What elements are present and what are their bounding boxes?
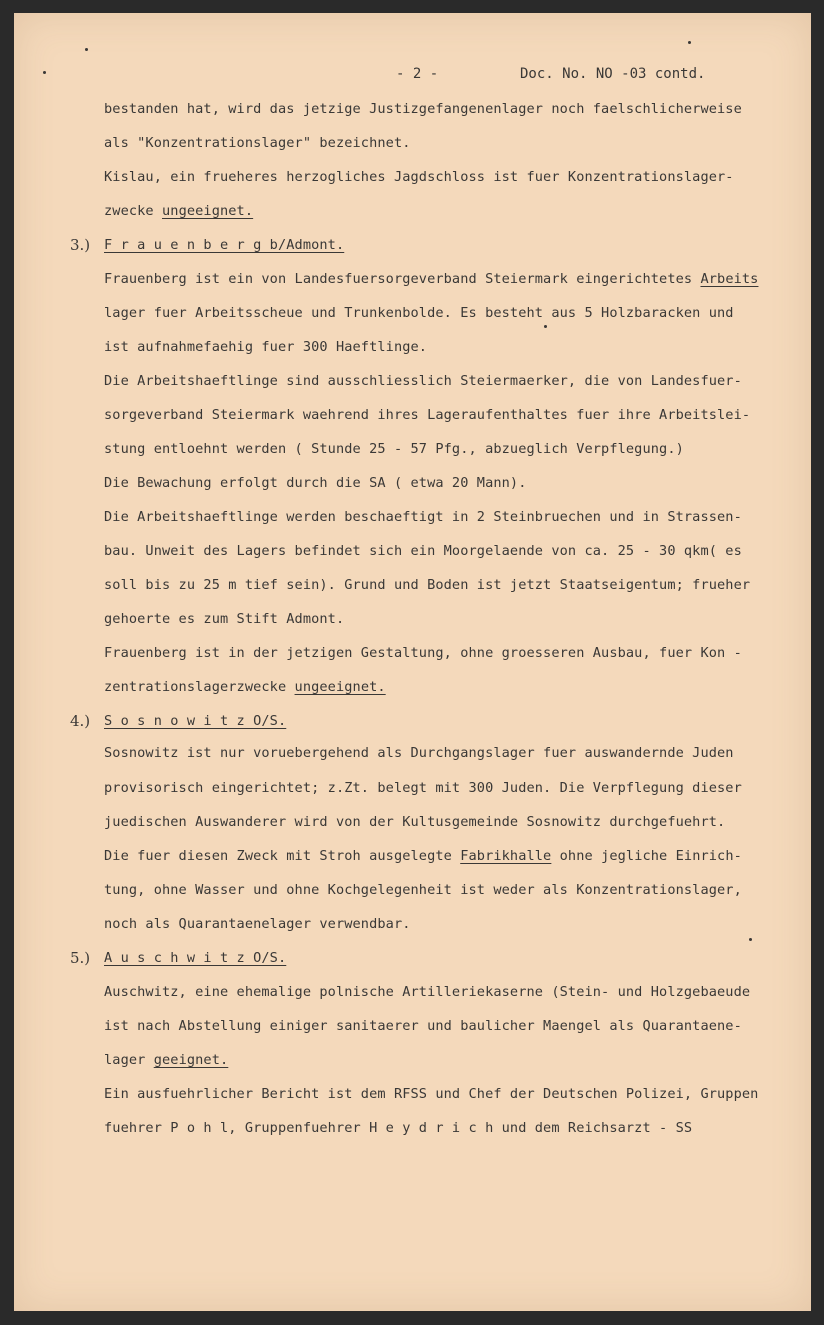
text-line	[104, 1052, 228, 1068]
text-line	[104, 848, 742, 864]
text-line	[104, 203, 253, 219]
underlined-word: geeignet.	[153, 1052, 229, 1068]
text-segment: Die fuer diesen Zweck mit Stroh ausgelegte	[104, 848, 461, 864]
stray-mark	[688, 41, 691, 44]
text-line: Frauenberg ist in der jetzigen Gestaltung, ohne groesseren Ausbau, fuer Kon -	[104, 645, 742, 661]
section-heading: A u s c h w i t z O/S.	[104, 950, 287, 966]
text-line: Kislau, ein frueheres herzogliches Jagdschloss ist fuer Konzentrationslager-	[104, 169, 734, 185]
text-line: Ein ausfuehrlicher Bericht ist dem RFSS und Chef der Deutschen Polizei, Gruppen	[104, 1086, 759, 1102]
text-line: bestanden hat, wird das jetzige Justizgefangenenlager noch faelschlicherweise	[104, 101, 742, 117]
page-number: - 2 -	[396, 66, 439, 82]
text-line: stung entloehnt werden ( Stunde 25 - 57 Pfg., abzueglich Verpflegung.)	[104, 441, 684, 457]
underlined-word: ungeeignet.	[294, 679, 386, 695]
stray-mark	[544, 325, 547, 328]
text-line: Sosnowitz ist nur voruebergehend als Durchgangslager fuer auswandernde Juden	[104, 745, 734, 761]
text-line: fuehrer P o h l, Gruppenfuehrer H e y d r i c h und dem Reichsarzt - SS	[104, 1120, 693, 1136]
section-number: 5.)	[70, 949, 91, 967]
section-heading: S o s n o w i t z O/S.	[104, 713, 287, 729]
text-segment: zentrationslagerzwecke	[104, 679, 295, 695]
text-line: sorgeverband Steiermark waehrend ihres Lageraufenthaltes fuer ihre Arbeitslei-	[104, 407, 751, 423]
text-line: als "Konzentrationslager" bezeichnet.	[104, 135, 411, 151]
text-line	[104, 271, 758, 287]
text-line: gehoerte es zum Stift Admont.	[104, 611, 345, 627]
stray-mark	[85, 48, 88, 51]
text-line: bau. Unweit des Lagers befindet sich ein Moorgelaende von ca. 25 - 30 qkm( es	[104, 543, 742, 559]
stray-mark	[43, 71, 46, 74]
text-line	[104, 679, 386, 695]
document-reference: Doc. No. NO -03 contd.	[520, 66, 706, 82]
text-segment: zwecke	[104, 203, 162, 219]
text-segment: Frauenberg ist ein von Landesfuersorgeverband Steiermark eingerichtetes	[104, 271, 701, 287]
text-line: soll bis zu 25 m tief sein). Grund und Boden ist jetzt Staatseigentum; frueher	[104, 577, 751, 593]
underlined-word: Fabrikhalle	[460, 848, 552, 864]
stray-mark	[749, 938, 752, 941]
text-line: Auschwitz, eine ehemalige polnische Artilleriekaserne (Stein- und Holzgebaeude	[104, 984, 751, 1000]
text-segment: ohne jegliche Einrich-	[551, 848, 742, 864]
underlined-word: Arbeits	[700, 271, 759, 287]
text-line: provisorisch eingerichtet; z.Zt. belegt mit 300 Juden. Die Verpflegung dieser	[104, 780, 742, 796]
section-heading: F r a u e n b e r g b/Admont.	[104, 237, 345, 253]
text-line: Die Bewachung erfolgt durch die SA ( etwa 20 Mann).	[104, 475, 527, 491]
text-line: juedischen Auswanderer wird von der Kultusgemeinde Sosnowitz durchgefuehrt.	[104, 814, 726, 830]
underlined-word: ungeeignet.	[162, 203, 254, 219]
section-number: 3.)	[70, 236, 91, 254]
text-segment: lager	[104, 1052, 154, 1068]
text-line: tung, ohne Wasser und ohne Kochgelegenheit ist weder als Konzentrationslager,	[104, 882, 742, 898]
text-line: lager fuer Arbeitsscheue und Trunkenbolde. Es besteht aus 5 Holzbaracken und	[104, 305, 734, 321]
text-line: ist nach Abstellung einiger sanitaerer und baulicher Maengel als Quarantaene-	[104, 1018, 742, 1034]
text-line: Die Arbeitshaeftlinge sind ausschliesslich Steiermaerker, die von Landesfuer-	[104, 373, 742, 389]
text-line: Die Arbeitshaeftlinge werden beschaeftigt in 2 Steinbruechen und in Strassen-	[104, 509, 742, 525]
section-number: 4.)	[70, 712, 91, 730]
text-line: ist aufnahmefaehig fuer 300 Haeftlinge.	[104, 339, 428, 355]
text-line: noch als Quarantaenelager verwendbar.	[104, 916, 411, 932]
